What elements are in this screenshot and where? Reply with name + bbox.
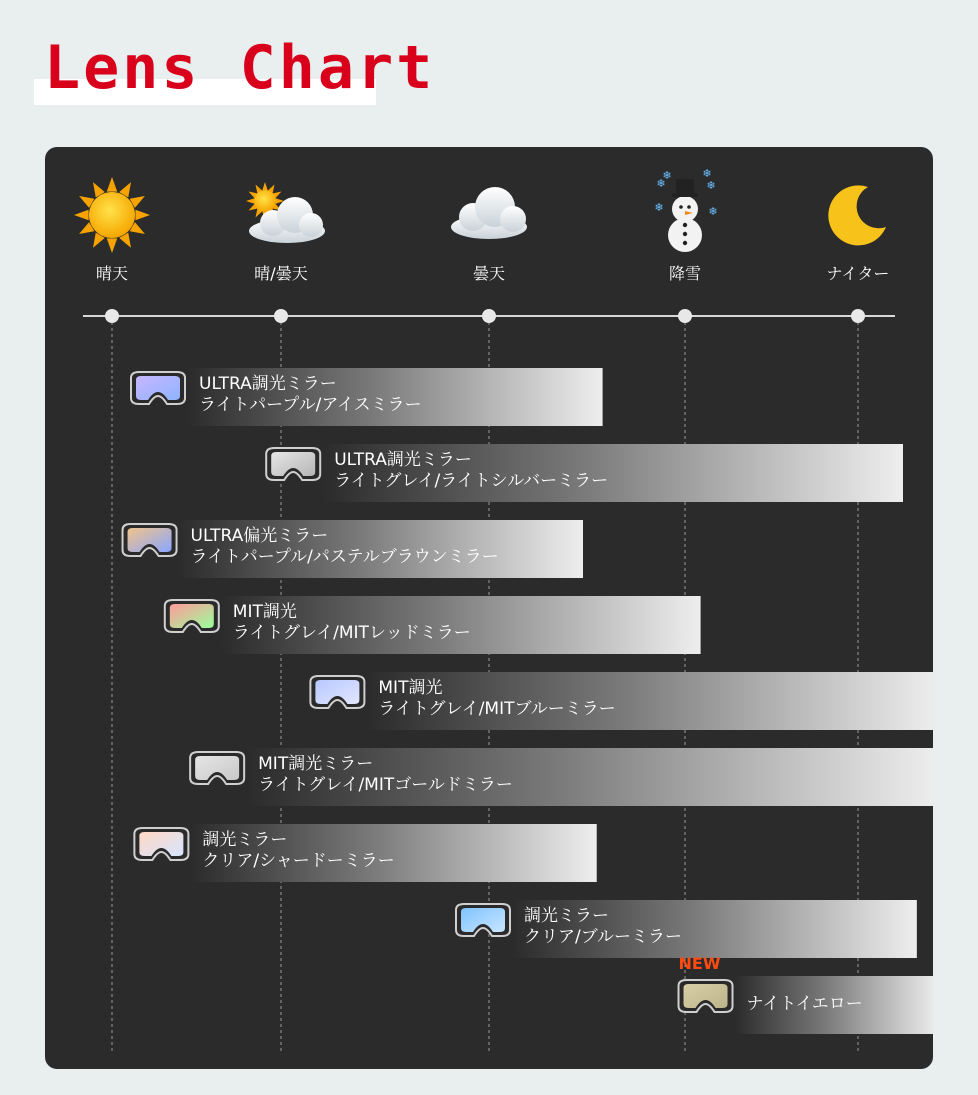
lens-label <box>202 830 394 872</box>
svg-text:❄: ❄ <box>662 169 672 182</box>
goggle-icon <box>134 828 188 860</box>
cloud-icon <box>451 187 527 239</box>
lens-label <box>378 678 615 720</box>
lens-name: ULTRA偏光ミラー <box>190 526 329 546</box>
lens-label <box>233 602 471 644</box>
lens-color-spec: ライトグレイ/ライトシルバーミラー <box>334 471 609 491</box>
svg-text:❄: ❄ <box>656 177 666 190</box>
svg-text:❄: ❄ <box>706 179 716 192</box>
goggle-icon <box>123 524 177 556</box>
lens-color-spec: ライトグレイ/MITレッドミラー <box>232 623 471 643</box>
lens-label <box>524 906 682 948</box>
lens-color-spec: ライトグレイ/MITゴールドミラー <box>258 775 513 795</box>
page-title: Lens Chart <box>44 33 436 103</box>
axis-dot <box>851 309 865 323</box>
svg-text:❄: ❄ <box>708 205 718 218</box>
crescent-moon-icon <box>828 185 886 245</box>
svg-text:❄: ❄ <box>702 167 712 180</box>
goggle-icon <box>310 676 364 708</box>
snowman-icon <box>654 167 717 252</box>
condition-label: 曇天 <box>472 264 505 283</box>
lens-name: ULTRA調光ミラー <box>334 450 472 470</box>
condition-label: 降雪 <box>668 264 701 283</box>
lens-name: 調光ミラー <box>202 830 288 850</box>
lens-chart <box>45 147 933 1069</box>
goggle-icon <box>456 904 510 936</box>
axis-dot <box>482 309 496 323</box>
condition-label: ナイター <box>826 264 890 283</box>
svg-text:❄: ❄ <box>654 201 664 214</box>
goggle-icon <box>165 600 219 632</box>
lens-label: ナイトイエロー <box>746 994 863 1014</box>
lens-name: ULTRA調光ミラー <box>199 374 337 394</box>
lens-color-spec: ライトグレイ/MITブルーミラー <box>378 699 616 719</box>
lens-name: MIT調光 <box>232 602 297 622</box>
new-badge: NEW <box>678 954 721 973</box>
lens-color-spec: クリア/シャードーミラー <box>202 851 395 871</box>
lens-name: 調光ミラー <box>524 906 609 926</box>
lens-name: MIT調光 <box>378 678 443 698</box>
goggle-icon <box>131 372 185 404</box>
axis-dot <box>678 309 692 323</box>
condition-label: 晴/曇天 <box>254 264 308 283</box>
lens-label <box>334 450 608 492</box>
chart-panel <box>45 147 933 1069</box>
lens-color-spec: ライトパープル/アイスミラー <box>199 395 422 415</box>
lens-label <box>191 526 499 568</box>
lens-color-spec: ライトパープル/パステルブラウンミラー <box>190 547 499 567</box>
axis-dot <box>274 309 288 323</box>
lens-color-spec: クリア/ブルーミラー <box>524 927 683 947</box>
lens-name: MIT調光ミラー <box>258 754 374 774</box>
sun-icon <box>74 177 150 253</box>
goggle-icon <box>679 980 733 1012</box>
axis-dot <box>105 309 119 323</box>
goggle-icon <box>190 752 244 784</box>
condition-label: 晴天 <box>95 264 128 283</box>
lens-label <box>199 374 422 416</box>
sun-behind-cloud-icon <box>246 182 325 243</box>
goggle-icon <box>266 448 320 480</box>
lens-label <box>258 754 513 796</box>
